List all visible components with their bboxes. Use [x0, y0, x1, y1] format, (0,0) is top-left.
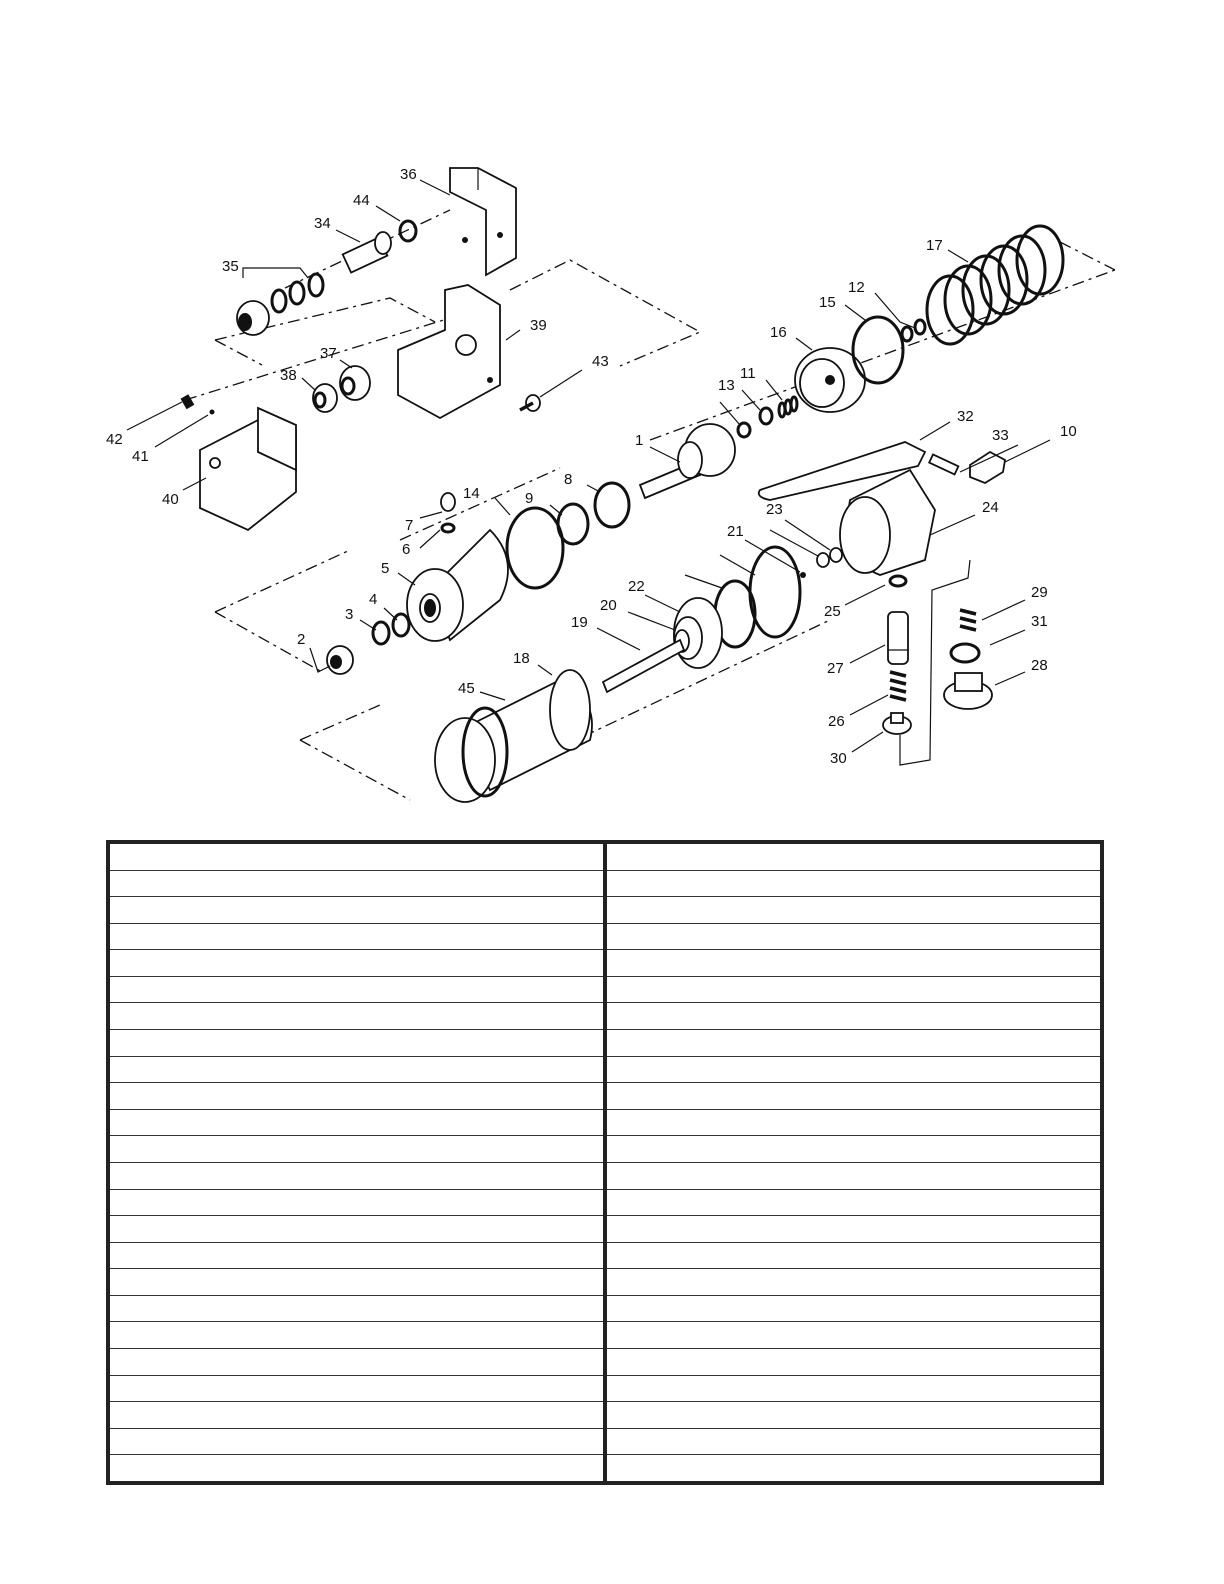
callout-10: 10: [1060, 423, 1077, 440]
callout-9: 9: [525, 490, 534, 507]
callout-17: 17: [926, 237, 943, 254]
table-row: [110, 1163, 603, 1190]
table-row: [110, 1349, 603, 1376]
callout-15: 15: [819, 294, 836, 311]
table-row: [110, 1429, 603, 1456]
housing-part-39: [398, 285, 500, 418]
callout-21: 21: [727, 523, 744, 540]
callout-36: 36: [400, 166, 417, 183]
callout-35: 35: [222, 258, 239, 275]
table-row: [110, 1376, 603, 1403]
callout-22: 22: [628, 578, 645, 595]
callout-38: 38: [280, 367, 297, 384]
spring-part-26: [890, 672, 906, 700]
table-row: [110, 1083, 603, 1110]
callout-26: 26: [828, 713, 845, 730]
table-row: [110, 1190, 603, 1217]
table-row: [607, 924, 1100, 951]
callout-13: 13: [718, 377, 735, 394]
table-row: [110, 1030, 603, 1057]
table-row: [607, 977, 1100, 1004]
table-row: [607, 1136, 1100, 1163]
callout-44: 44: [353, 192, 370, 209]
plug-part-28: [944, 673, 992, 709]
callout-40: 40: [162, 491, 179, 508]
table-row: [607, 844, 1100, 871]
callout-25: 25: [824, 603, 841, 620]
table-row: [110, 1057, 603, 1084]
table-row: [607, 1110, 1100, 1137]
callout-42: 42: [106, 431, 123, 448]
bearing-set-part-35: [237, 274, 323, 335]
table-row: [110, 924, 603, 951]
callout-23: 23: [766, 501, 783, 518]
callout-7: 7: [405, 517, 414, 534]
table-row: [607, 1003, 1100, 1030]
callout-1: 1: [635, 432, 644, 449]
parts-table-left-column: [110, 844, 607, 1481]
table-row: [607, 1243, 1100, 1270]
table-row: [607, 1376, 1100, 1403]
table-row: [607, 1269, 1100, 1296]
callout-28: 28: [1031, 657, 1048, 674]
housing-part-24: [840, 470, 935, 575]
callout-2: 2: [297, 631, 306, 648]
callout-37: 37: [320, 345, 337, 362]
table-row: [607, 1349, 1100, 1376]
table-row: [110, 1269, 603, 1296]
table-row: [110, 1003, 603, 1030]
callout-16: 16: [770, 324, 787, 341]
callout-24: 24: [982, 499, 999, 516]
table-row: [607, 871, 1100, 898]
table-row: [607, 1429, 1100, 1456]
bracket-part-36: [450, 168, 516, 275]
table-row: [110, 844, 603, 871]
callout-30: 30: [830, 750, 847, 767]
table-row: [607, 1190, 1100, 1217]
callout-18: 18: [513, 650, 530, 667]
spindle-part-1: [640, 424, 735, 498]
callout-33: 33: [992, 427, 1009, 444]
callout-12-upper: 12: [848, 279, 865, 296]
table-row: [607, 1296, 1100, 1323]
parts-list-table: [106, 840, 1104, 1485]
piston-part-22: [674, 598, 722, 668]
table-row: [110, 1243, 603, 1270]
callout-45: 45: [458, 680, 475, 697]
table-row: [607, 1057, 1100, 1084]
table-row: [607, 1083, 1100, 1110]
table-row: [607, 1402, 1100, 1429]
callout-27: 27: [827, 660, 844, 677]
callout-39: 39: [530, 317, 547, 334]
spring-part-29: [960, 610, 976, 630]
callout-6: 6: [402, 541, 411, 558]
parts-table-right-column: [607, 844, 1100, 1481]
table-row: [110, 897, 603, 924]
callout-14: 14: [463, 485, 480, 502]
table-row: [607, 897, 1100, 924]
callout-4: 4: [369, 591, 378, 608]
callout-32: 32: [957, 408, 974, 425]
table-row: [607, 1455, 1100, 1481]
table-row: [607, 1322, 1100, 1349]
table-row: [110, 1455, 603, 1481]
table-row: [110, 1136, 603, 1163]
shaft-part-34: [343, 232, 391, 273]
spring-part-17: [927, 226, 1063, 344]
table-row: [110, 977, 603, 1004]
table-row: [607, 950, 1100, 977]
table-row: [607, 1163, 1100, 1190]
callout-8: 8: [564, 471, 573, 488]
table-row: [110, 1296, 603, 1323]
table-row: [110, 1216, 603, 1243]
callout-43: 43: [592, 353, 609, 370]
callout-5: 5: [381, 560, 390, 577]
callout-20: 20: [600, 597, 617, 614]
callout-3: 3: [345, 606, 354, 623]
table-row: [110, 1402, 603, 1429]
callout-19: 19: [571, 614, 588, 631]
callout-34: 34: [314, 215, 331, 232]
table-row: [607, 1030, 1100, 1057]
table-row: [607, 1216, 1100, 1243]
valve-stem-part-27: [888, 612, 908, 664]
table-row: [110, 1322, 603, 1349]
table-row: [110, 871, 603, 898]
callout-31: 31: [1031, 613, 1048, 630]
table-row: [110, 950, 603, 977]
callout-29: 29: [1031, 584, 1048, 601]
table-row: [110, 1110, 603, 1137]
callout-11: 11: [740, 365, 756, 382]
lever-part-32: [759, 442, 959, 500]
block-part-40: [200, 408, 296, 530]
callout-41: 41: [132, 448, 149, 465]
